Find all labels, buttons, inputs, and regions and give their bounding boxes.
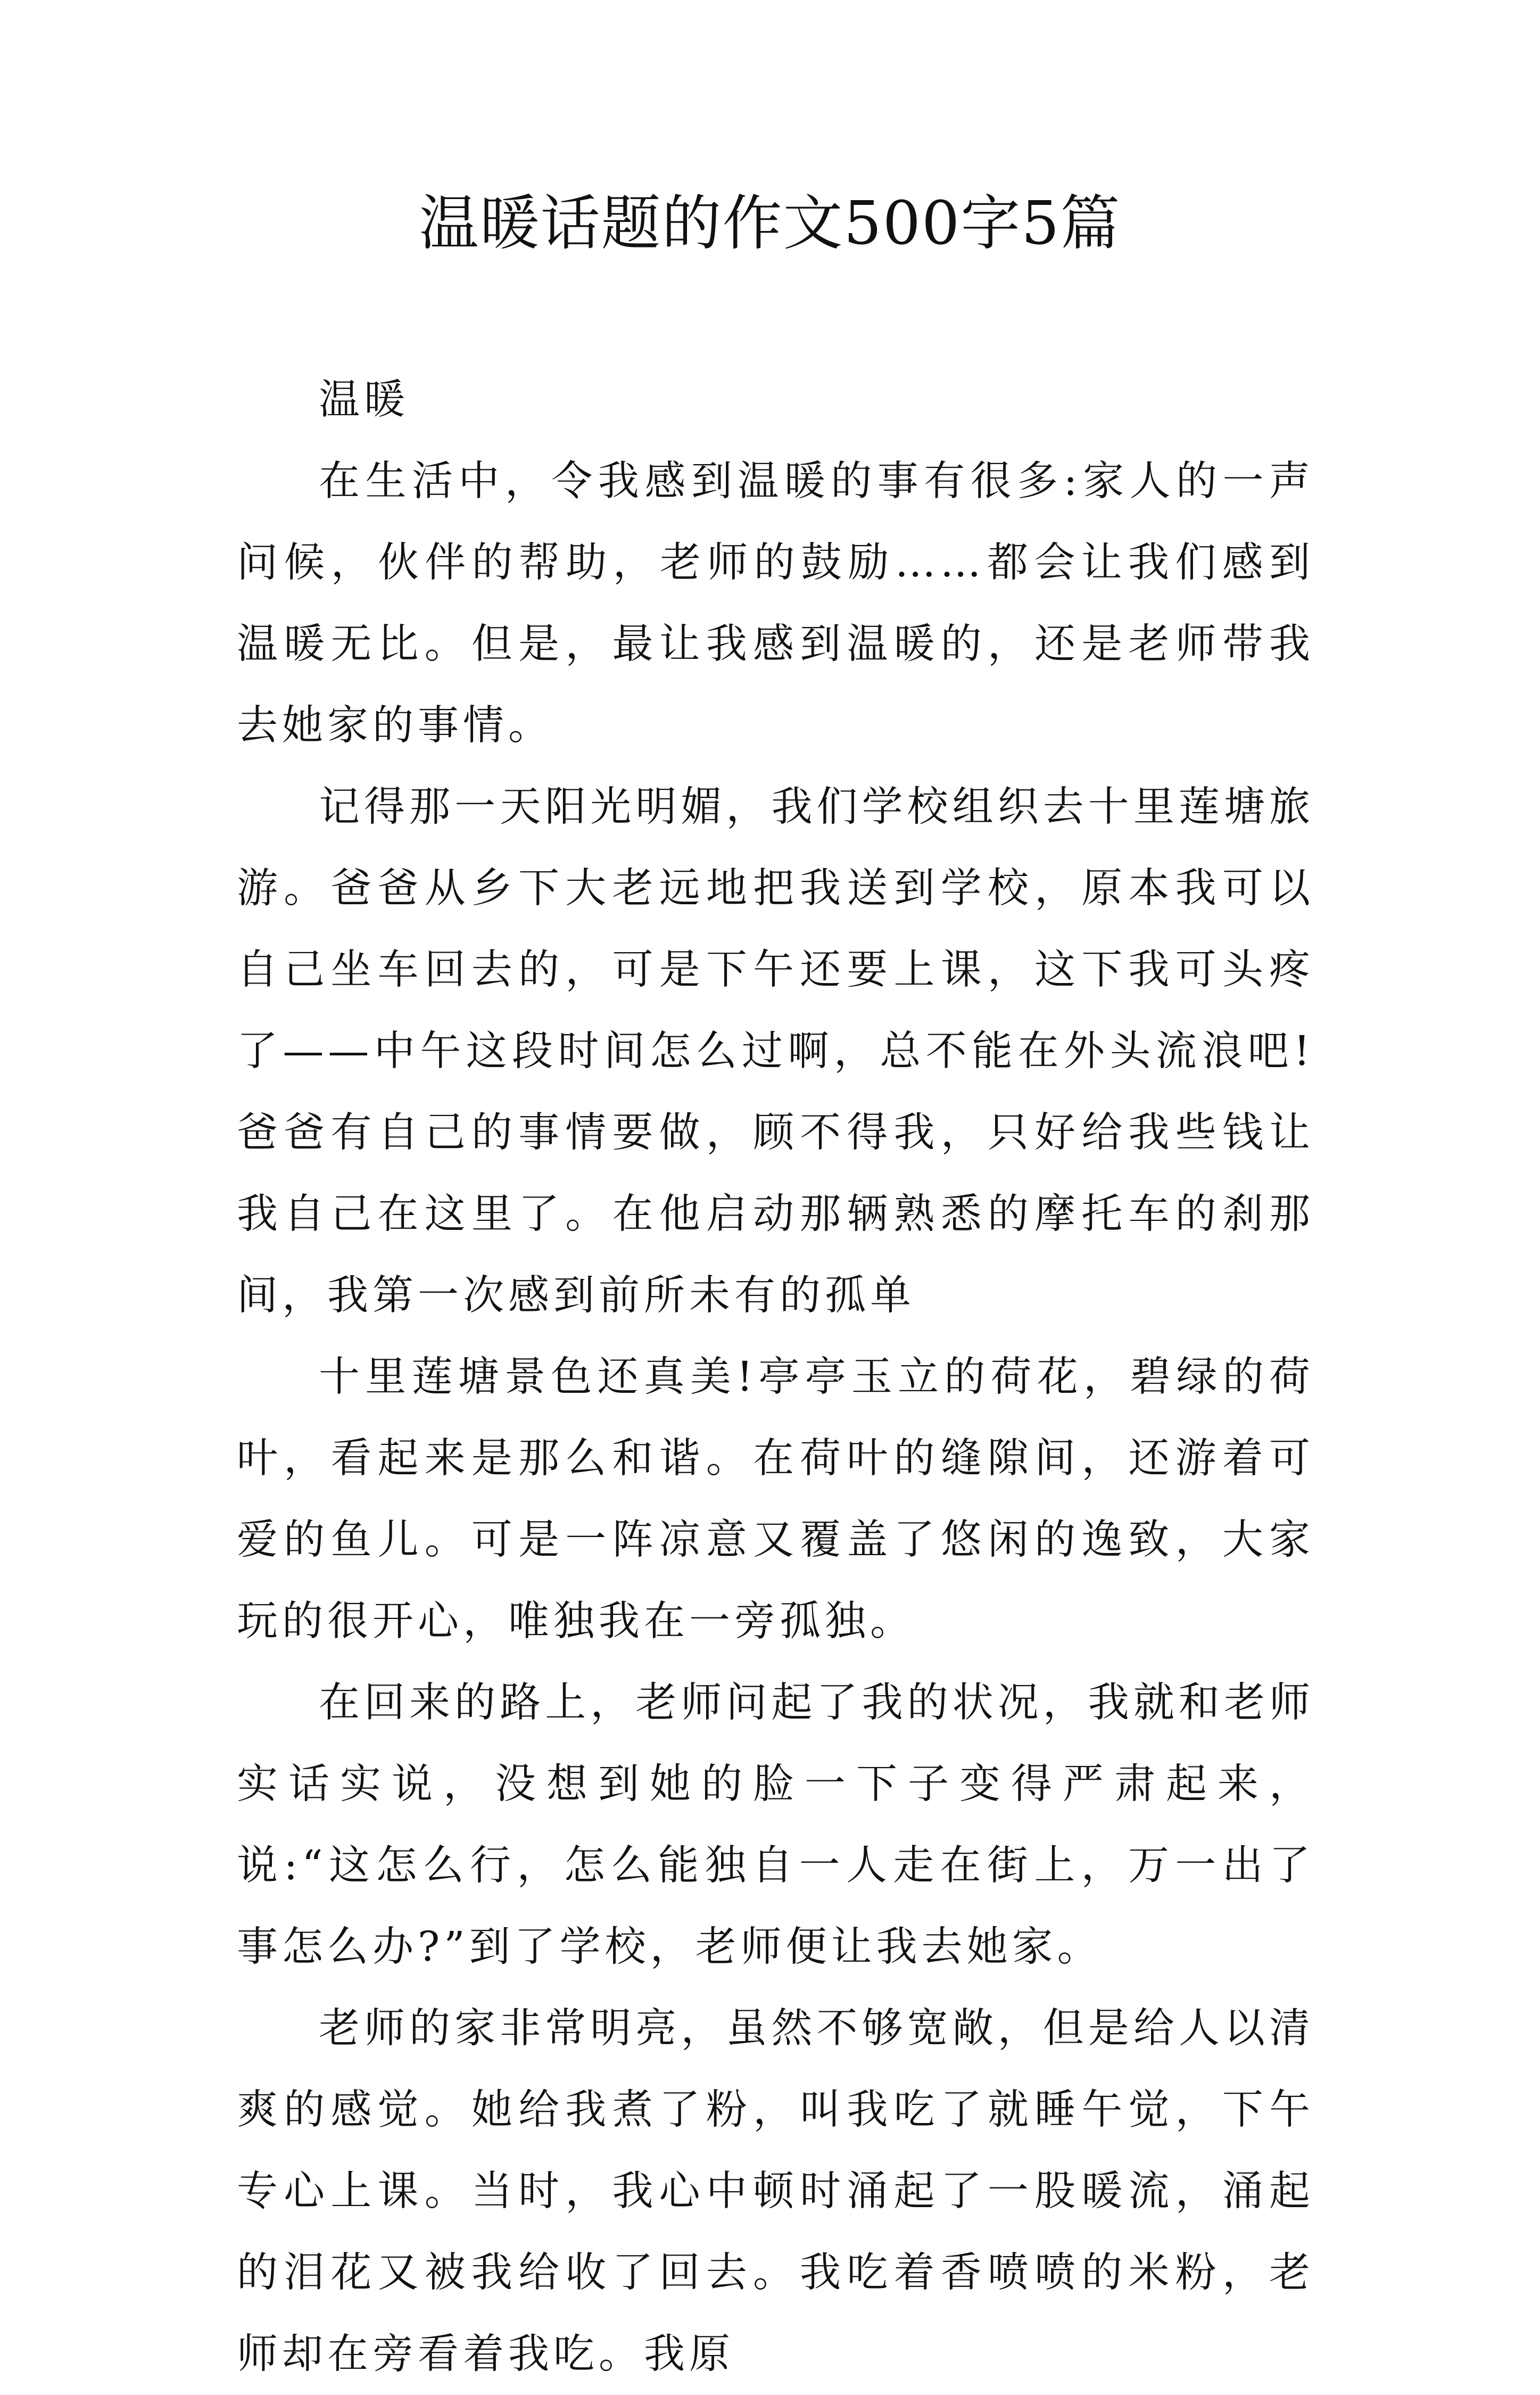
paragraph-5: 老师的家非常明亮，虽然不够宽敞，但是给人以清爽的感觉。她给我煮了粉，叫我吃了就睡午觉，下午专心上课。当时，我心中顿时涌起了一股暖流，涌起的泪花又被我给收了回去。我吃着香喷喷的米粉，老师却在旁看着我吃。我原 — [237, 2005, 1314, 2378]
paragraph-2: 记得那一天阳光明媚，我们学校组织去十里莲塘旅游。爸爸从乡下大老远地把我送到学校，原本我可以自己坐车回去的，可是下午还要上课，这下我可头疼了——中午这段时间怎么过啊，总不能在外头流浪吧!爸爸有自己的事情要做，顾不得我，只好给我些钱让我自己在这里了。在他启动那辆熟悉的摩托车的刹那间，我第一次感到前所未有的孤单 — [237, 783, 1314, 1319]
document-body — [237, 359, 1314, 2395]
essay-subtitle: 温暖 — [319, 376, 409, 424]
paragraph-4: 在回来的路上，老师问起了我的状况，我就和老师实话实说，没想到她的脸一下子变得严肃起来，说:“这怎么行，怎么能独自一人走在街上，万一出了事怎么办?”到了学校，老师便让我去她家。 — [237, 1679, 1314, 1971]
paragraph-3: 十里莲塘景色还真美!亭亭玉立的荷花，碧绿的荷叶，看起来是那么和谐。在荷叶的缝隙间，还游着可爱的鱼儿。可是一阵凉意又覆盖了悠闲的逸致，大家玩的很开心，唯独我在一旁孤独。 — [237, 1353, 1314, 1645]
document-title: 温暖话题的作文500字5篇 — [419, 189, 1121, 258]
paragraph-1: 在生活中，令我感到温暖的事有很多:家人的一声问候，伙伴的帮助，老师的鼓励……都会让我们感到温暖无比。但是，最让我感到温暖的，还是老师带我去她家的事情。 — [237, 458, 1314, 749]
